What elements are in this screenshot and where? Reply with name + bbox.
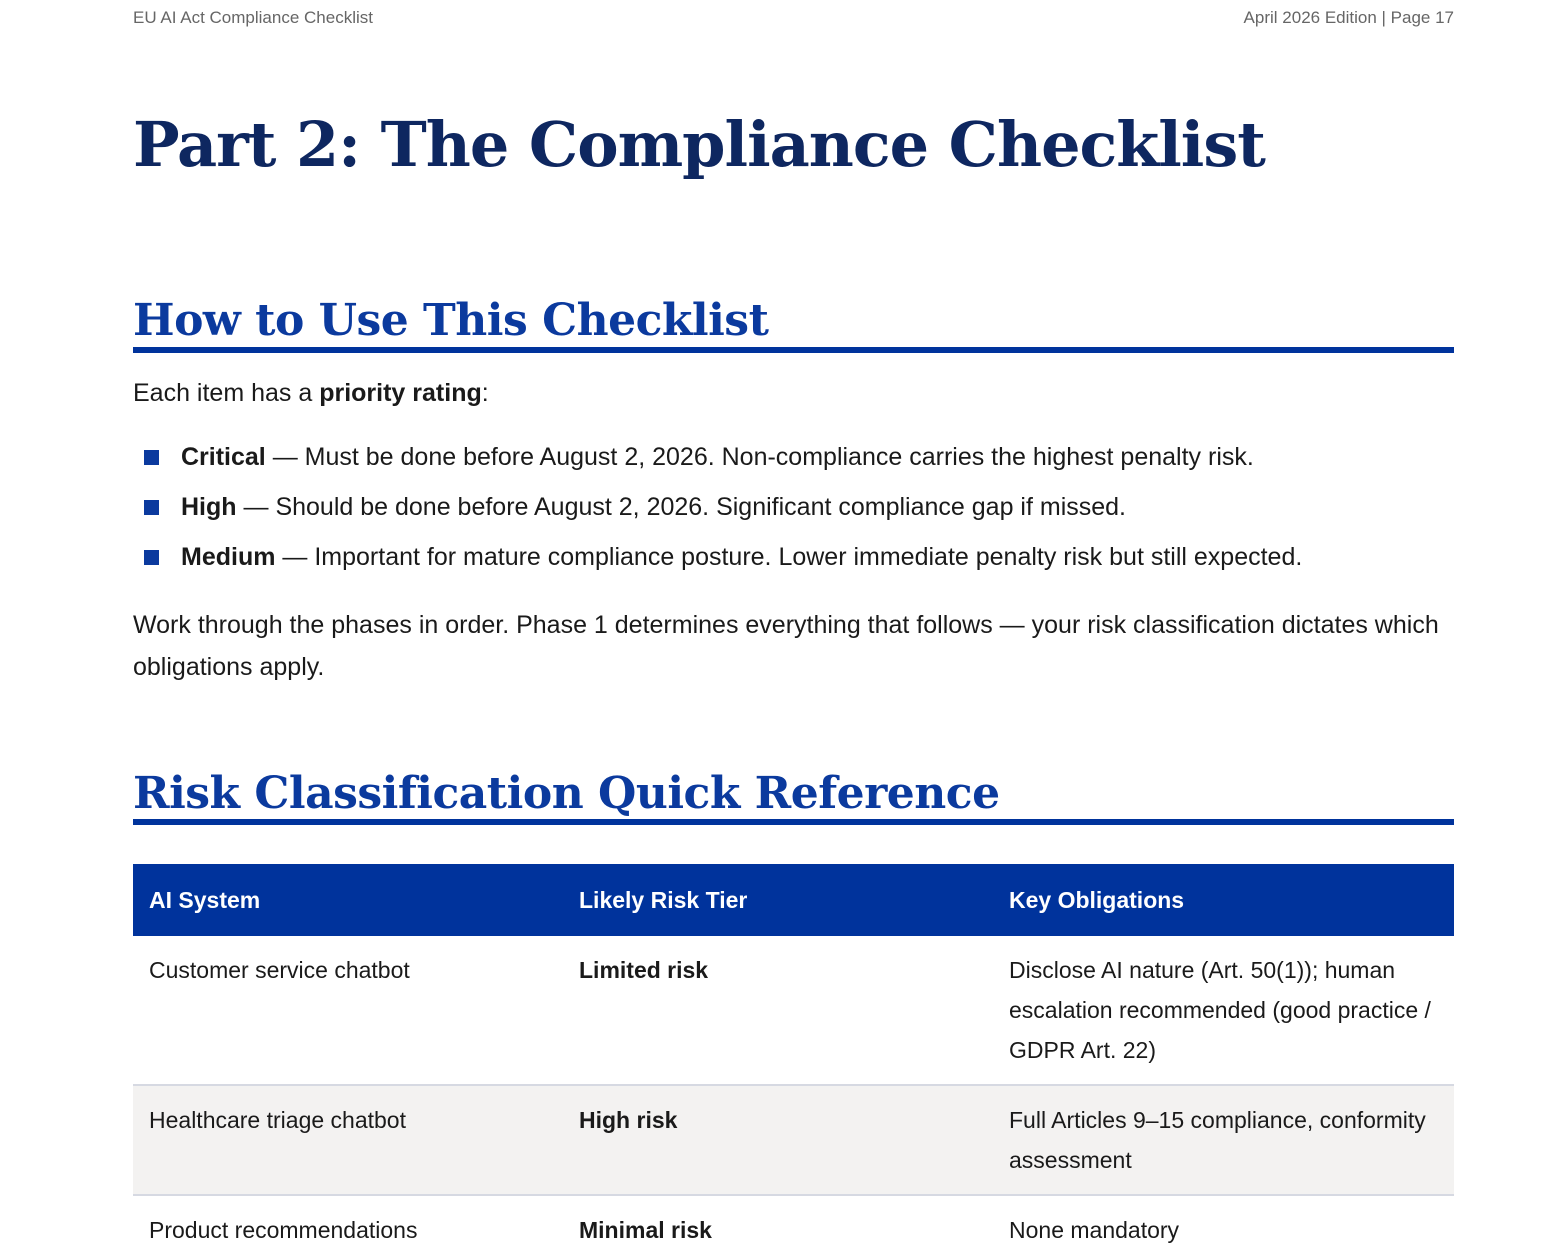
list-item [133,536,1454,586]
edition-page-number: April 2026 Edition | Page 17 [1243,8,1454,27]
priority-term: Critical [181,443,266,471]
cell-risk-tier: High risk [563,1085,993,1195]
section-heading-how-to-use: How to Use This Checklist [133,295,769,346]
priority-description: — Must be done before August 2, 2026. Non-compliance carries the highest penalty risk. [265,443,1254,471]
priority-term: Medium [181,543,276,571]
cell-obligations: Disclose AI nature (Art. 50(1)); human escalation recommended (good practice / GDPR Art. 22) [993,936,1454,1085]
cell-ai-system: Customer service chatbot [133,936,563,1085]
square-bullet-icon [144,450,159,465]
intro-prefix: Each item has a [133,379,320,407]
document-title-header: EU AI Act Compliance Checklist [133,8,373,27]
square-bullet-icon [144,500,159,515]
intro-suffix: : [481,379,489,407]
list-item [133,486,1454,536]
column-header-risk-tier: Likely Risk Tier [563,864,993,936]
cell-ai-system: Healthcare triage chatbot [133,1085,563,1195]
cell-obligations: None mandatory [993,1195,1454,1250]
cell-risk-tier: Limited risk [563,936,993,1085]
priority-description: — Important for mature compliance posture. Lower immediate penalty risk but still expected. [275,543,1303,571]
column-header-obligations: Key Obligations [993,864,1454,936]
column-header-ai-system: AI System [133,864,563,936]
square-bullet-icon [144,550,159,565]
cell-ai-system: Product recommendations [133,1195,563,1250]
phases-paragraph: Work through the phases in order. Phase 1 determines everything that follows — your risk classification dictates which obligations apply. [133,611,1439,681]
table-header-row [133,864,1454,936]
section-rule [133,347,1454,353]
priority-term: High [181,493,237,521]
cell-risk-tier: Minimal risk [563,1195,993,1250]
priority-intro [133,372,1454,414]
table-row [133,1195,1454,1250]
list-item [133,436,1454,486]
priority-list [133,436,1454,586]
section-heading-risk-reference: Risk Classification Quick Reference [133,768,1000,819]
cell-obligations: Full Articles 9–15 compliance, conformity assessment [993,1085,1454,1195]
table-row [133,936,1454,1085]
part-title: Part 2: The Compliance Checklist [133,108,1265,181]
section-rule [133,819,1454,825]
risk-classification-table [133,864,1454,1250]
table-row [133,1085,1454,1195]
priority-description: — Should be done before August 2, 2026. Significant compliance gap if missed. [236,493,1126,521]
intro-bold: priority rating [319,379,482,407]
